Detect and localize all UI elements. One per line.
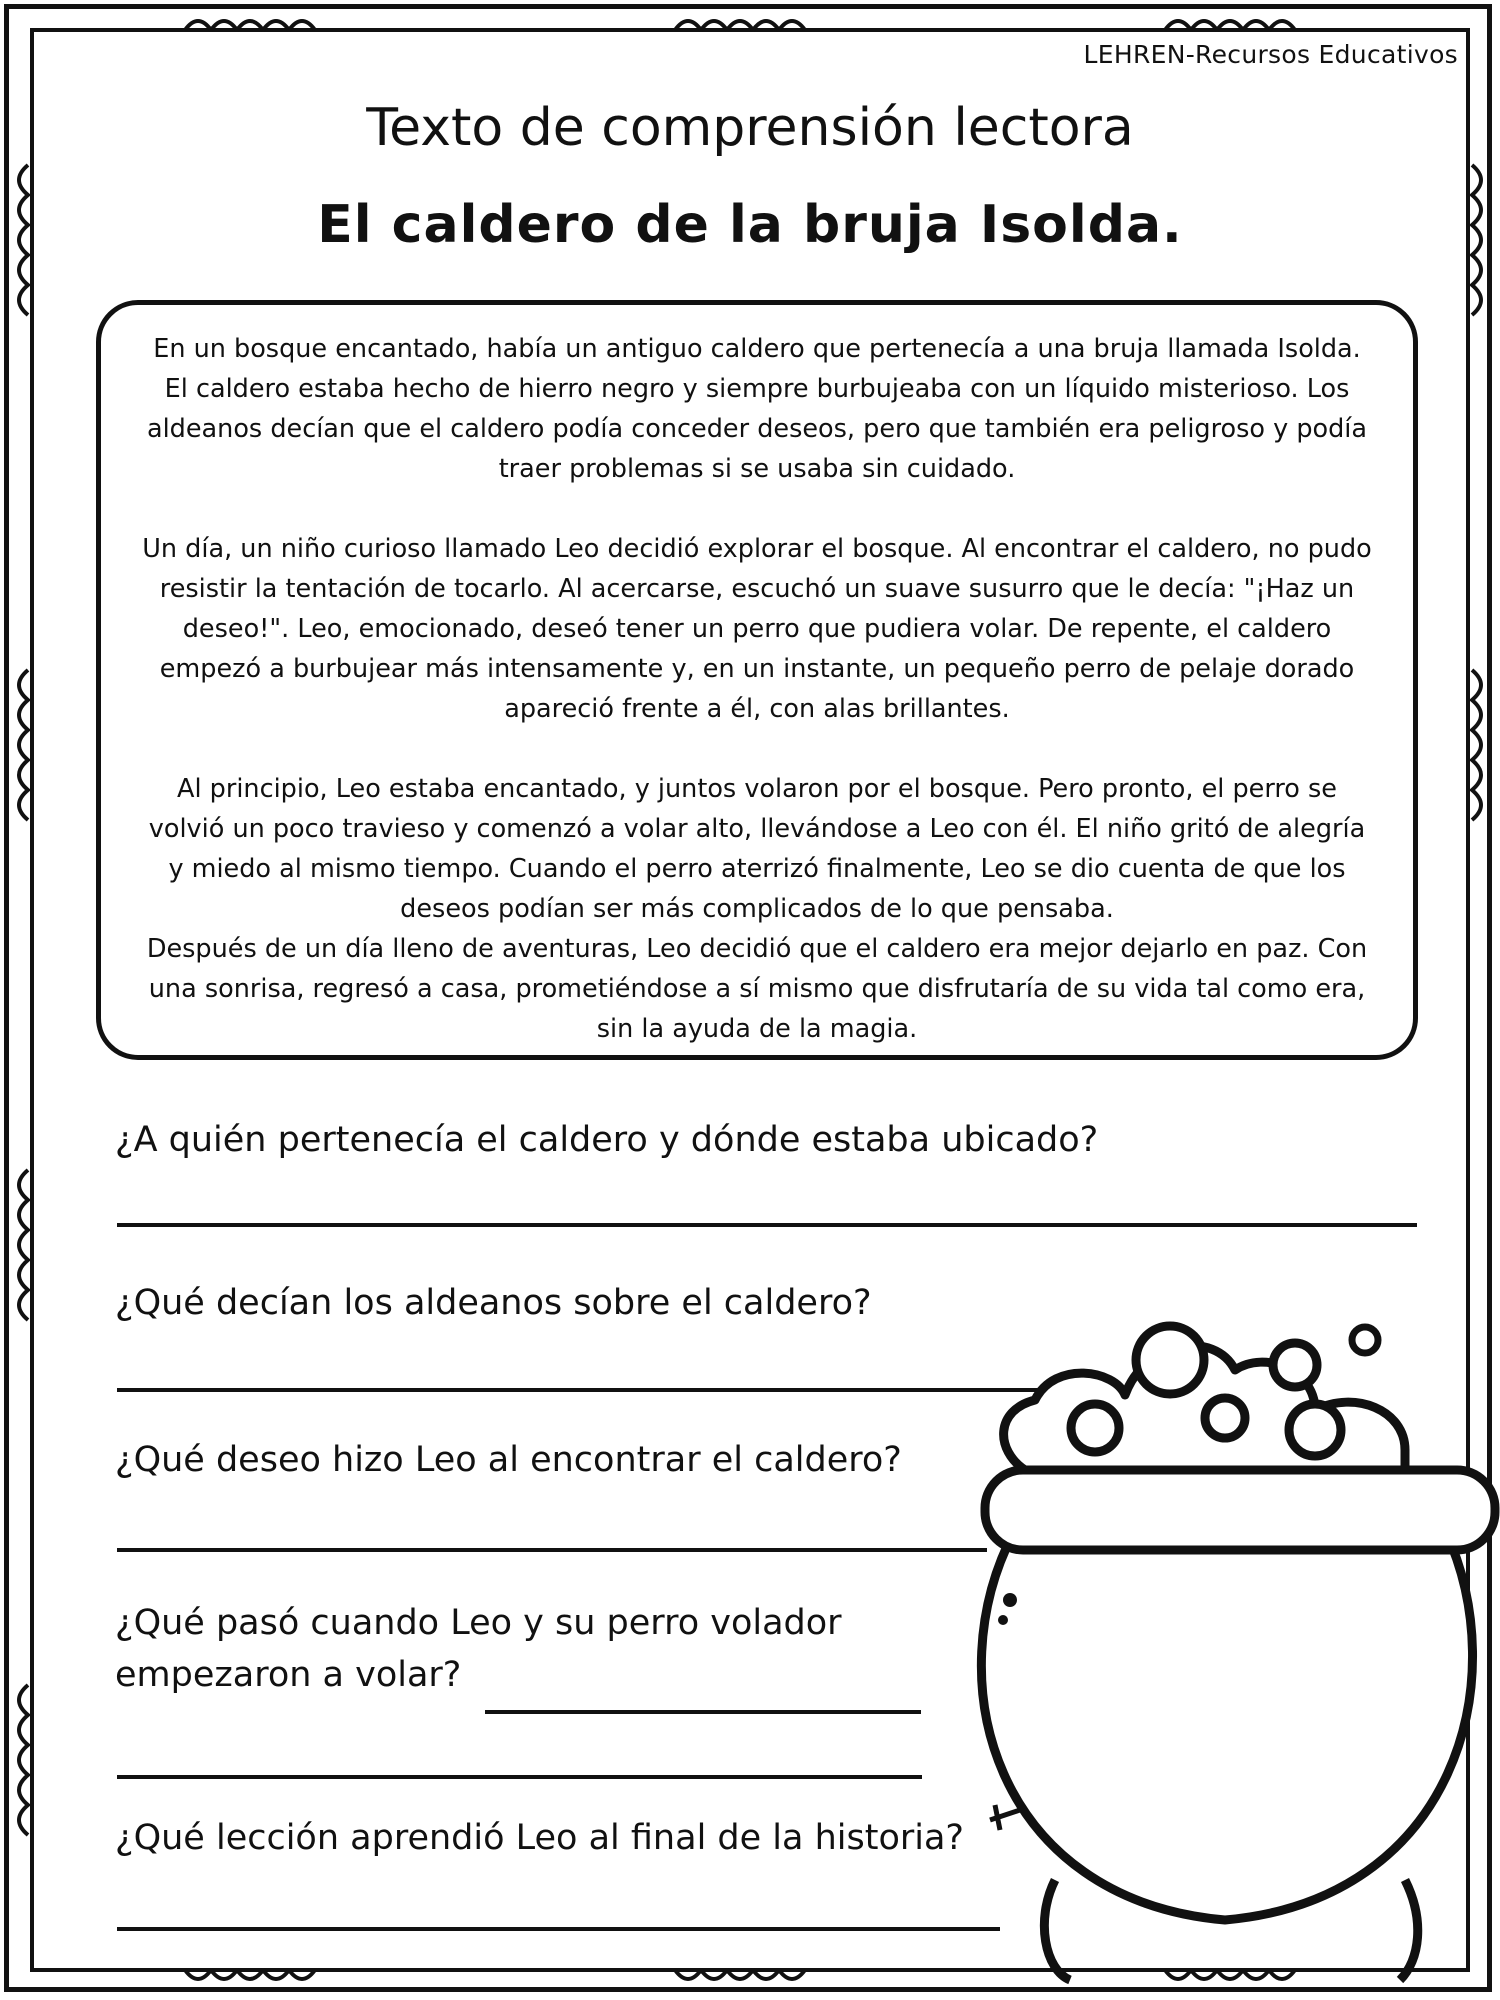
question-4-line-2: empezaron a volar?	[115, 1655, 462, 1695]
story-paragraph: Un día, un niño curioso llamado Leo decidió explorar el bosque. Al encontrar el caldero, no pudo resistir la tentación de tocarlo. Al acercarse, escuchó un suave susurro que le decía: "¡Haz un deseo!". Leo, emocionado, deseó tener un perro que pudiera volar. De repente, el caldero empezó a burbujear más intensamente y, en un instante, un pequeño perro de pelaje dorado apareció frente a él, con alas brillantes.	[142, 534, 1372, 724]
scallop-border-icon	[1160, 10, 1320, 32]
story-paragraph: En un bosque encantado, había un antiguo caldero que pertenecía a una bruja llamada Isolda. El caldero estaba hecho de hierro negro y siempre burbujeaba con un líquido misterioso. Los aldeanos decían que el caldero podía conceder deseos, pero que también era peligroso y podía traer problemas si se usaba sin cuidado.	[146, 334, 1368, 484]
question-1: ¿A quién pertenecía el caldero y dónde estaba ubicado?	[115, 1120, 1099, 1160]
scallop-border-icon	[8, 1680, 30, 1860]
page-title: Texto de comprensión lectora	[366, 98, 1134, 158]
publisher-credit: LEHREN-Recursos Educativos	[1083, 40, 1458, 69]
answer-line-2[interactable]	[117, 1388, 1057, 1392]
question-2: ¿Qué decían los aldeanos sobre el caldero?	[115, 1283, 872, 1323]
answer-line-3[interactable]	[117, 1548, 987, 1552]
story-paragraph: Después de un día lleno de aventuras, Leo decidió que el caldero era mejor dejarlo en paz. Con una sonrisa, regresó a casa, prometiéndose a sí mismo que disfrutaría de su vida tal como era, sin la ayuda de la magia.	[146, 934, 1368, 1044]
scallop-border-icon	[180, 10, 340, 32]
answer-line-4b[interactable]	[117, 1775, 922, 1779]
answer-line-4a[interactable]	[485, 1710, 921, 1714]
story-title: El caldero de la bruja Isolda.	[317, 195, 1183, 255]
story-box	[96, 300, 1418, 1060]
scallop-border-icon	[1470, 665, 1492, 845]
question-4-line-1: ¿Qué pasó cuando Leo y su perro volador	[115, 1603, 842, 1643]
story-paragraph: Al principio, Leo estaba encantado, y juntos volaron por el bosque. Pero pronto, el perro se volvió un poco travieso y comenzó a volar alto, llevándose a Leo con él. El niño gritó de alegría y miedo al mismo tiempo. Cuando el perro aterrizó finalmente, Leo se dio cuenta de que los deseos podían ser más complicados de lo que pensaba.	[148, 774, 1366, 924]
scallop-border-icon	[8, 1165, 30, 1345]
scallop-border-icon	[180, 1968, 340, 1990]
scallop-border-icon	[670, 1968, 830, 1990]
answer-line-5[interactable]	[117, 1927, 1000, 1931]
question-5: ¿Qué lección aprendió Leo al final de la historia?	[115, 1818, 965, 1858]
scallop-border-icon	[8, 665, 30, 845]
scallop-border-icon	[670, 10, 830, 32]
question-3: ¿Qué deseo hizo Leo al encontrar el caldero?	[115, 1440, 902, 1480]
cauldron-icon	[975, 1300, 1500, 1990]
answer-line-1[interactable]	[117, 1223, 1417, 1227]
